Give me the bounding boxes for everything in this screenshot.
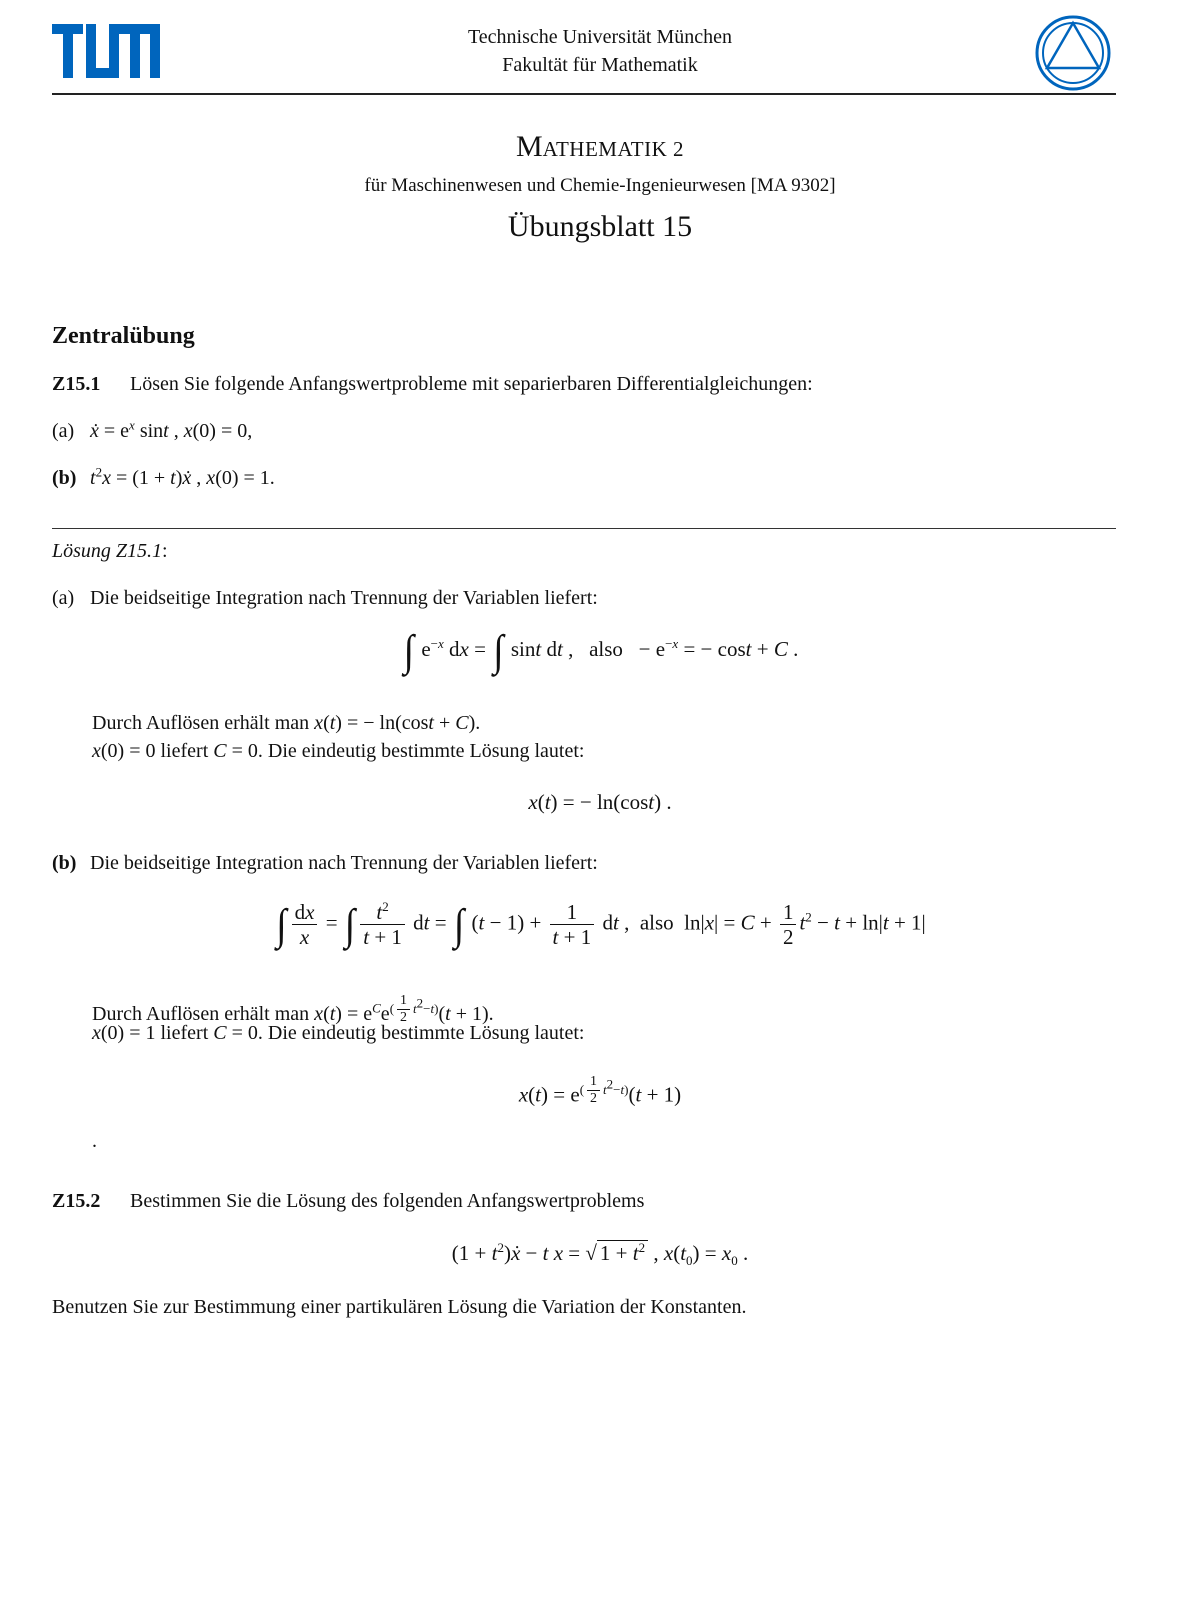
z152-equation: $(1 + t^2)ẋ - t$ x = √ $1 + t^2$ , $x(t_0) = x_0$ .	[451, 1240, 749, 1269]
faculty-name: Fakultät für Mathematik	[502, 54, 698, 76]
solution-b-dot: .	[92, 1130, 97, 1152]
solution-heading: Lösung Z15.1:	[52, 540, 168, 562]
z151-task: Z15.1 Lösen Sie folgende Anfangswertprobleme mit separierbaren Differentialgleichungen:	[52, 373, 813, 395]
solution-a-resolve: Durch Auflösen erhält man x(t) = − ln(cost + C).	[92, 712, 481, 734]
solution-b-condition: x(0) = 1 liefert C = 0. Die eindeutig bestimmte Lösung lautet:	[92, 1022, 585, 1044]
solution-b-intro: (b) Die beidseitige Integration nach Trennung der Variablen liefert:	[52, 852, 598, 874]
university-name: Technische Universität München	[467, 26, 733, 48]
section-heading: Zentralübung	[52, 323, 195, 349]
course-subtitle: für Maschinenwesen und Chemie-Ingenieurwesen [MA 9302]	[364, 175, 836, 196]
z151-part-a: (a) ẋ = $e^x$ sint , x(0) = 0,	[52, 417, 253, 442]
solution-a-condition: x(0) = 0 liefert C = 0. Die eindeutig bestimmte Lösung lautet:	[92, 740, 585, 762]
z151-part-b: (b) $t^2x = (1$ + t)ẋ , x(0) = 1.	[52, 464, 275, 489]
course-title: MATHEMATIK 2	[515, 130, 685, 163]
solution-b-resolve: Durch Auflösen erhält man $x(t) = e^Ce^{( \frac{1}{2} t^2-t)}(t + 1)$.	[92, 993, 494, 1026]
header-rule	[52, 93, 1116, 95]
solution-a-integral: ∫ $e^{-x}$ dx = ∫ sint dt , also − $e^{-x}$ = − cost + C .	[403, 626, 799, 676]
z152-footer: Benutzen Sie zur Bestimmung einer partikulären Lösung die Variation der Konstanten.	[52, 1296, 747, 1318]
solution-a-result: x(t) = − ln(cost) .	[528, 790, 672, 814]
solution-b-integral: ∫ $\frac{dx}{x}$ = ∫ $\frac{t^2}{t + 1}$ dt = ∫ (t − 1) + $\frac{1}{t + 1}$ dt , also ln|x| = C + $\frac{1}{2}$ $t^2 - t + \ln|t + 1|$	[276, 899, 926, 950]
z152-task: Z15.2 Bestimmen Sie die Lösung des folgenden Anfangswertproblems	[52, 1190, 645, 1212]
solution-a-intro: (a) Die beidseitige Integration nach Trennung der Variablen liefert:	[52, 587, 598, 609]
solution-rule	[52, 528, 1116, 529]
solution-b-result: $x(t) = e^{( \frac{1}{2} t^2-t)}(t + 1)$	[518, 1074, 682, 1107]
triangle-circle-icon	[1034, 14, 1112, 92]
sheet-title: Übungsblatt 15	[507, 210, 693, 243]
